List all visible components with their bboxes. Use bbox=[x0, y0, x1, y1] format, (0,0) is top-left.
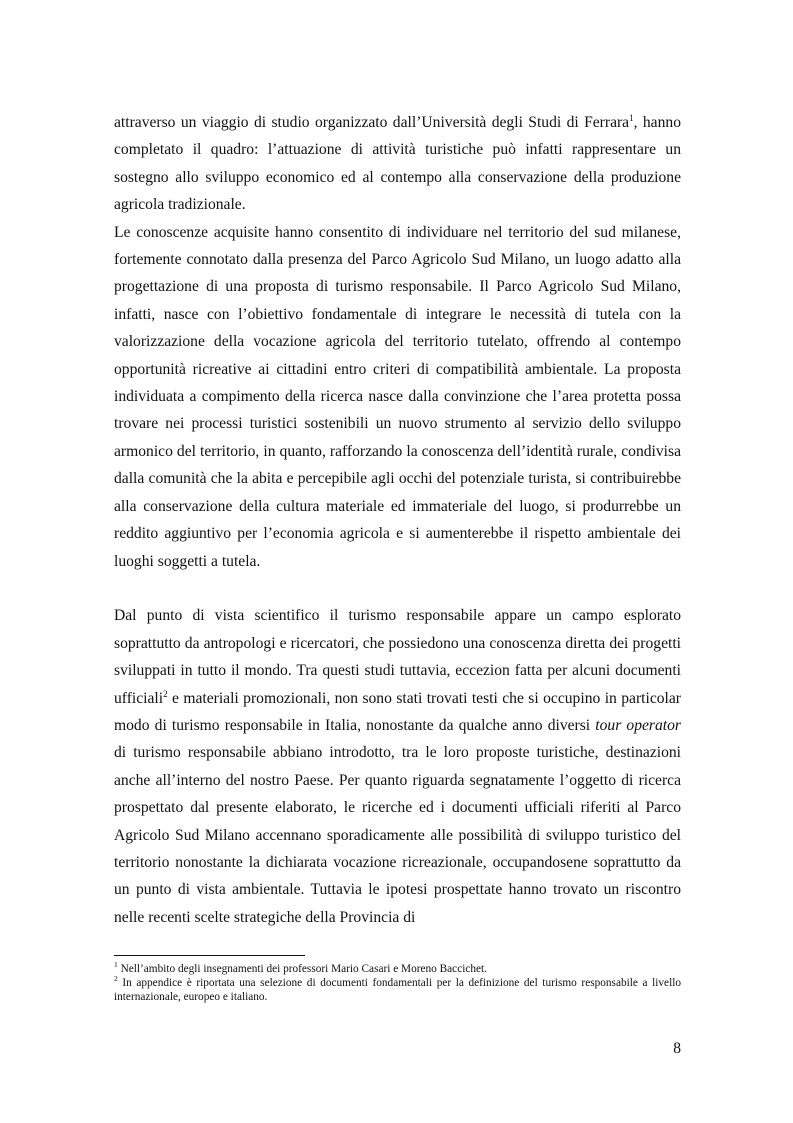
footnote-1-number: 1 bbox=[114, 960, 118, 970]
paragraph-1-text-a: attraverso un viaggio di studio organizzato dall’Università degli Studi di Ferrara bbox=[114, 114, 630, 131]
footnote-2-number: 2 bbox=[114, 974, 118, 984]
paragraph-1-text-b: , hanno completato il quadro: l’attuazione di attività turistiche può infatti rappresentare un sostegno allo sviluppo economico ed al contempo alla conservazione della produzione agricola tradizionale. bbox=[114, 114, 681, 214]
footnote-1 bbox=[114, 962, 681, 976]
footnote-reference-2: 2 bbox=[163, 688, 168, 699]
paragraph-3-text-a: Dal punto di vista scientifico il turismo responsabile appare un campo esplorato soprattutto da antropologi e ricercatori, che possiedono una conoscenza diretta dei progetti sviluppati in tutto il mondo. Tra questi studi tuttavia, eccezion fatta per alcuni documenti ufficiali bbox=[114, 607, 681, 707]
footnote-separator bbox=[114, 955, 305, 956]
paragraph-3-text-b: e materiali promozionali, non sono stati trovati testi che si occupino in particolar modo di turismo responsabile in Italia, nonostante da qualche anno diversi bbox=[114, 689, 681, 734]
footnote-reference-1: 1 bbox=[629, 113, 634, 124]
footnote-2 bbox=[114, 976, 681, 1004]
paragraph-3-text-c: di turismo responsabile abbiano introdotto, tra le loro proposte turistiche, destinazioni anche all’interno del nostro Paese. Per quanto riguarda segnatamente l’oggetto di ricerca prospettato dal presente elaborato, le ricerche ed i documenti ufficiali riferiti al Parco Agricolo Sud Milano accennano sporadicamente alle possibilità di sviluppo turistico del territorio nonostante la dichiarata vocazione ricreazionale, occupandosene soprattutto da un punto di vista ambientale. Tuttavia le ipotesi prospettate hanno trovato un riscontro nelle recenti scelte strategiche della Provincia di bbox=[114, 744, 681, 926]
paragraph-3-italic-term: tour operator bbox=[595, 716, 681, 734]
footnote-1-text: Nell’ambito degli insegnamenti dei professori Mario Casari e Moreno Baccichet. bbox=[117, 963, 487, 975]
page-number: 8 bbox=[673, 1040, 681, 1057]
paragraph-1 bbox=[114, 109, 681, 219]
paragraph-2: Le conoscenze acquisite hanno consentito di individuare nel territorio del sud milanese, fortemente connotato dalla presenza del Parco Agricolo Sud Milano, un luogo adatto alla progettazione di una proposta di turismo responsabile. Il Parco Agricolo Sud Milano, infatti, nasce con l’obiettivo fondamentale di integrare le necessità di tutela con la valorizzazione della vocazione agricola del territorio tutelato, offrendo al contempo opportunità ricreative ai cittadini entro criteri di compatibilità ambientale. La proposta individuata a compimento della ricerca nasce dalla convinzione che l’area protetta possa trovare nei processi turistici sostenibili un nuovo strumento al servizio dello sviluppo armonico del territorio, in quanto, rafforzando la conoscenza dell’identità rurale, condivisa dalla comunità che la abita e percepibile agli occhi del potenziale turista, si contribuirebbe alla conservazione della cultura materiale ed immateriale del luogo, si produrrebbe un reddito aggiuntivo per l’economia agricola e si aumenterebbe il rispetto ambientale dei luoghi soggetti a tutela. bbox=[114, 223, 681, 570]
footnote-2-text: In appendice è riportata una selezione di documenti fondamentali per la definizione del turismo responsabile a livello internazionale, europeo e italiano. bbox=[114, 977, 681, 1003]
paragraph-3 bbox=[114, 602, 681, 931]
body-text bbox=[114, 109, 681, 931]
footnotes bbox=[114, 962, 681, 1004]
